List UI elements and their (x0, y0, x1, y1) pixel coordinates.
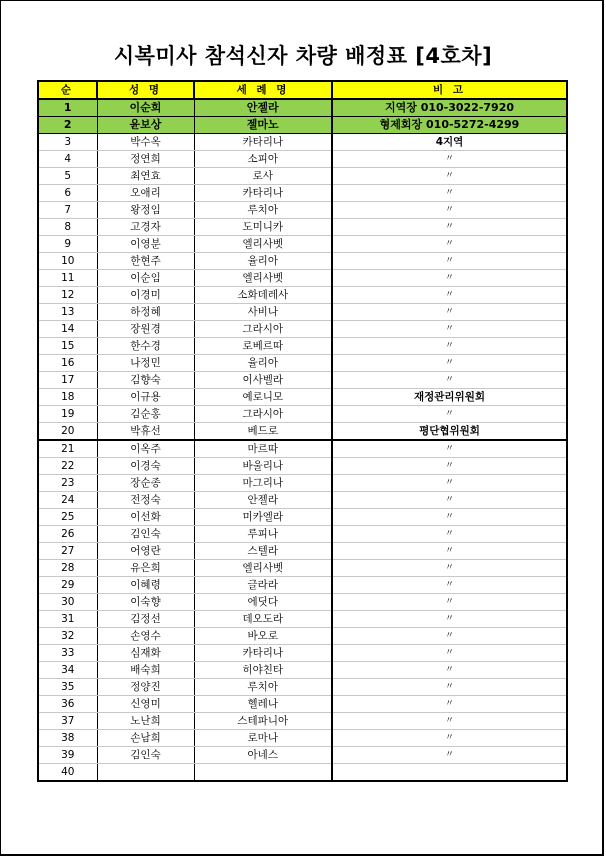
cell-name: 김인숙 (97, 526, 194, 543)
cell-note: 〃 (332, 338, 567, 355)
header-name: 성 명 (97, 81, 194, 99)
table-row (38, 594, 567, 611)
cell-note: 〃 (332, 509, 567, 526)
cell-note: 〃 (332, 321, 567, 338)
cell-no: 32 (38, 628, 97, 645)
table-row (38, 458, 567, 475)
cell-name: 신영미 (97, 696, 194, 713)
cell-baptismal-name: 율리아 (194, 355, 332, 372)
table-row (38, 543, 567, 560)
cell-note: 재정관리위원회 (332, 389, 567, 406)
table-row (38, 185, 567, 202)
cell-baptismal-name: 에딧다 (194, 594, 332, 611)
cell-baptismal-name: 소피아 (194, 151, 332, 168)
cell-note: 형제회장 010-5272-4299 (332, 117, 567, 134)
cell-name: 이숙향 (97, 594, 194, 611)
cell-baptismal-name: 베드로 (194, 423, 332, 441)
cell-name: 하정혜 (97, 304, 194, 321)
cell-no: 36 (38, 696, 97, 713)
cell-no: 12 (38, 287, 97, 304)
table-row (38, 117, 567, 134)
cell-name: 심재화 (97, 645, 194, 662)
cell-note: 〃 (332, 168, 567, 185)
cell-note: 〃 (332, 202, 567, 219)
table-row (38, 287, 567, 304)
cell-no: 39 (38, 747, 97, 764)
cell-name: 이경미 (97, 287, 194, 304)
table-row (38, 355, 567, 372)
cell-note: 〃 (332, 372, 567, 389)
cell-baptismal-name (194, 764, 332, 782)
cell-baptismal-name: 안젤라 (194, 99, 332, 117)
cell-no: 38 (38, 730, 97, 747)
cell-no: 17 (38, 372, 97, 389)
table-row (38, 764, 567, 782)
table-row (38, 151, 567, 168)
cell-baptismal-name: 스텔라 (194, 543, 332, 560)
cell-baptismal-name: 엘리사벳 (194, 560, 332, 577)
cell-baptismal-name: 데오도라 (194, 611, 332, 628)
table-row (38, 628, 567, 645)
cell-no: 11 (38, 270, 97, 287)
cell-baptismal-name: 마그리나 (194, 475, 332, 492)
cell-no: 40 (38, 764, 97, 782)
cell-name: 나정민 (97, 355, 194, 372)
table-row (38, 611, 567, 628)
table-row (38, 406, 567, 423)
table-row (38, 304, 567, 321)
cell-no: 31 (38, 611, 97, 628)
cell-no: 34 (38, 662, 97, 679)
table-row (38, 168, 567, 185)
cell-note: 지역장 010-3022-7920 (332, 99, 567, 117)
cell-baptismal-name: 바울리나 (194, 458, 332, 475)
cell-no: 33 (38, 645, 97, 662)
cell-no: 19 (38, 406, 97, 423)
table-row (38, 696, 567, 713)
table-row (38, 270, 567, 287)
table-row (38, 475, 567, 492)
cell-baptismal-name: 카타리나 (194, 645, 332, 662)
cell-note: 〃 (332, 696, 567, 713)
table-row (38, 747, 567, 764)
cell-baptismal-name: 안젤라 (194, 492, 332, 509)
header-baptismal-name: 세 례 명 (194, 81, 332, 99)
cell-name: 한현주 (97, 253, 194, 270)
cell-no: 35 (38, 679, 97, 696)
cell-note: 〃 (332, 560, 567, 577)
table-row (38, 713, 567, 730)
cell-note: 〃 (332, 492, 567, 509)
cell-name: 최연효 (97, 168, 194, 185)
table-row (38, 440, 567, 458)
table-row (38, 321, 567, 338)
cell-baptismal-name: 루치아 (194, 679, 332, 696)
cell-name: 한수경 (97, 338, 194, 355)
cell-name: 장원경 (97, 321, 194, 338)
table-row (38, 662, 567, 679)
cell-note: 〃 (332, 730, 567, 747)
cell-baptismal-name: 루치아 (194, 202, 332, 219)
cell-name: 고경자 (97, 219, 194, 236)
cell-no: 3 (38, 134, 97, 151)
table-row (38, 526, 567, 543)
header-note: 비 고 (332, 81, 567, 99)
cell-note: 〃 (332, 287, 567, 304)
cell-no: 16 (38, 355, 97, 372)
table-row (38, 372, 567, 389)
cell-baptismal-name: 스테파니아 (194, 713, 332, 730)
table-row (38, 509, 567, 526)
cell-baptismal-name: 카타리나 (194, 185, 332, 202)
cell-no: 22 (38, 458, 97, 475)
cell-baptismal-name: 젤마노 (194, 117, 332, 134)
table-row (38, 253, 567, 270)
header-no: 순 (38, 81, 97, 99)
cell-note: 〃 (332, 185, 567, 202)
cell-baptismal-name: 엘리사벳 (194, 236, 332, 253)
cell-note: 〃 (332, 151, 567, 168)
table-row (38, 423, 567, 441)
cell-note: 〃 (332, 270, 567, 287)
cell-baptismal-name: 아네스 (194, 747, 332, 764)
cell-baptismal-name: 이사벨라 (194, 372, 332, 389)
cell-note: 〃 (332, 679, 567, 696)
cell-no: 18 (38, 389, 97, 406)
cell-note (332, 764, 567, 782)
cell-note: 〃 (332, 611, 567, 628)
cell-name: 이순희 (97, 99, 194, 117)
table-row (38, 492, 567, 509)
cell-name: 손남희 (97, 730, 194, 747)
table-row (38, 389, 567, 406)
cell-baptismal-name: 예로니모 (194, 389, 332, 406)
cell-no: 13 (38, 304, 97, 321)
cell-no: 29 (38, 577, 97, 594)
cell-no: 20 (38, 423, 97, 441)
cell-note: 〃 (332, 543, 567, 560)
cell-no: 30 (38, 594, 97, 611)
cell-note: 〃 (332, 594, 567, 611)
table-header-row (38, 81, 567, 99)
cell-name: 배숙희 (97, 662, 194, 679)
cell-name: 장순종 (97, 475, 194, 492)
cell-name: 손영수 (97, 628, 194, 645)
cell-name: 정양진 (97, 679, 194, 696)
cell-note: 〃 (332, 628, 567, 645)
cell-no: 10 (38, 253, 97, 270)
cell-no: 24 (38, 492, 97, 509)
cell-name: 정연희 (97, 151, 194, 168)
table-row (38, 645, 567, 662)
cell-note: 〃 (332, 475, 567, 492)
table-row (38, 577, 567, 594)
cell-name: 어영란 (97, 543, 194, 560)
cell-name: 김정선 (97, 611, 194, 628)
table-row (38, 219, 567, 236)
cell-name: 왕정임 (97, 202, 194, 219)
cell-no: 7 (38, 202, 97, 219)
cell-baptismal-name: 로사 (194, 168, 332, 185)
cell-no: 1 (38, 99, 97, 117)
cell-baptismal-name: 헬레나 (194, 696, 332, 713)
cell-name: 유은희 (97, 560, 194, 577)
cell-baptismal-name: 율리아 (194, 253, 332, 270)
cell-note: 〃 (332, 236, 567, 253)
cell-name: 윤보상 (97, 117, 194, 134)
table-row (38, 730, 567, 747)
cell-note: 〃 (332, 747, 567, 764)
cell-note: 〃 (332, 458, 567, 475)
cell-note: 〃 (332, 645, 567, 662)
cell-name: 이영분 (97, 236, 194, 253)
cell-note: 〃 (332, 406, 567, 423)
table-row (38, 560, 567, 577)
cell-no: 15 (38, 338, 97, 355)
cell-name: 김인숙 (97, 747, 194, 764)
cell-name: 이옥주 (97, 440, 194, 458)
table-row (38, 99, 567, 117)
cell-note: 〃 (332, 253, 567, 270)
cell-no: 4 (38, 151, 97, 168)
cell-note: 〃 (332, 440, 567, 458)
cell-baptismal-name: 카타리나 (194, 134, 332, 151)
cell-name: 김순홍 (97, 406, 194, 423)
cell-no: 28 (38, 560, 97, 577)
cell-no: 26 (38, 526, 97, 543)
cell-name: 노난희 (97, 713, 194, 730)
cell-name: 전정숙 (97, 492, 194, 509)
cell-name: 박휴선 (97, 423, 194, 441)
cell-no: 23 (38, 475, 97, 492)
cell-name: 김향숙 (97, 372, 194, 389)
cell-baptismal-name: 로마나 (194, 730, 332, 747)
cell-baptismal-name: 사비나 (194, 304, 332, 321)
cell-name: 이순임 (97, 270, 194, 287)
table-row (38, 202, 567, 219)
cell-no: 27 (38, 543, 97, 560)
cell-baptismal-name: 엘리사벳 (194, 270, 332, 287)
table-row (38, 236, 567, 253)
cell-no: 37 (38, 713, 97, 730)
cell-name: 이혜령 (97, 577, 194, 594)
cell-no: 6 (38, 185, 97, 202)
cell-no: 8 (38, 219, 97, 236)
table-row (38, 134, 567, 151)
cell-no: 2 (38, 117, 97, 134)
cell-baptismal-name: 그라시아 (194, 406, 332, 423)
cell-baptismal-name: 바오로 (194, 628, 332, 645)
vehicle-assignment-table (37, 80, 568, 782)
cell-note: 〃 (332, 577, 567, 594)
cell-baptismal-name: 히야친타 (194, 662, 332, 679)
cell-baptismal-name: 글라라 (194, 577, 332, 594)
cell-baptismal-name: 소화데레사 (194, 287, 332, 304)
cell-name: 이경숙 (97, 458, 194, 475)
cell-baptismal-name: 루피나 (194, 526, 332, 543)
cell-no: 5 (38, 168, 97, 185)
cell-note: 평단협위원회 (332, 423, 567, 441)
cell-name: 이선화 (97, 509, 194, 526)
cell-no: 9 (38, 236, 97, 253)
cell-baptismal-name: 마르따 (194, 440, 332, 458)
cell-note: 〃 (332, 219, 567, 236)
cell-baptismal-name: 미카엘라 (194, 509, 332, 526)
cell-no: 25 (38, 509, 97, 526)
cell-name: 오애리 (97, 185, 194, 202)
cell-baptismal-name: 그라시아 (194, 321, 332, 338)
cell-note: 〃 (332, 526, 567, 543)
cell-name (97, 764, 194, 782)
page-title: 시복미사 참석신자 차량 배정표 [4호차] (113, 44, 493, 68)
cell-note: 〃 (332, 355, 567, 372)
cell-name: 박수옥 (97, 134, 194, 151)
cell-no: 21 (38, 440, 97, 458)
cell-note: 〃 (332, 713, 567, 730)
cell-no: 14 (38, 321, 97, 338)
table-row (38, 679, 567, 696)
cell-note: 4지역 (332, 134, 567, 151)
table-row (38, 338, 567, 355)
cell-note: 〃 (332, 304, 567, 321)
cell-name: 이규용 (97, 389, 194, 406)
cell-baptismal-name: 도미니카 (194, 219, 332, 236)
cell-note: 〃 (332, 662, 567, 679)
cell-baptismal-name: 로베르따 (194, 338, 332, 355)
